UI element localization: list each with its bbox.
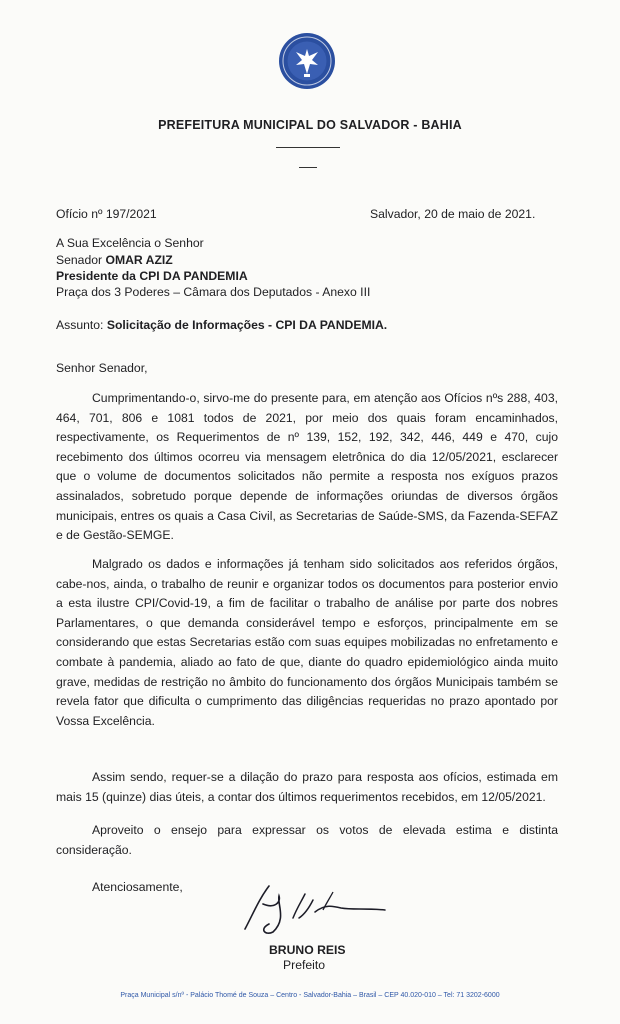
subject-label: Assunto:: [56, 318, 104, 332]
signatory-name: BRUNO REIS: [269, 943, 346, 957]
greeting: Senhor Senador,: [56, 361, 148, 375]
letter-number: Ofício nº 197/2021: [56, 207, 157, 221]
closing: Atenciosamente,: [92, 880, 183, 894]
subject-line: [56, 318, 387, 333]
recipient-title-prefix: Senador: [56, 253, 103, 267]
recipient-name: OMAR AZIZ: [105, 253, 173, 267]
signatory-title: Prefeito: [283, 958, 326, 972]
recipient-name-line: [56, 253, 173, 268]
paragraph-2: Malgrado os dados e informações já tenham sido solicitados aos referidos órgãos, cabe-nos, ainda, o trabalho de reunir e organizar todos os documentos para posterior envio a esta ilustre CPI/Covid-19, a fim de facilitar o trabalho de análise por parte dos nobres Parlamentares, o que demanda considerável tempo e esforços, principalmente em se considerando que estas Secretarias estão com suas equipes mobilizadas no enfretamento e combate à pandemia, aliado ao fato de que, diante do quadro epidemiológico ainda muito grave, medidas de restrição no âmbito do funcionamento dos órgãos Municipais também se revela fator que dificulta o cumprimento das diligências requeridas no prazo apontado por Vossa Excelência.: [56, 557, 558, 728]
subject-text: Solicitação de Informações - CPI DA PANDEMIA.: [106, 318, 388, 332]
institution-header: PREFEITURA MUNICIPAL DO SALVADOR - BAHIA: [158, 118, 462, 132]
salvador-municipal-seal-icon: [278, 32, 336, 90]
header-divider-short: [299, 167, 317, 168]
recipient-address: Praça dos 3 Poderes – Câmara dos Deputados - Anexo III: [56, 285, 371, 299]
recipient-role: Presidente da CPI DA PANDEMIA: [56, 269, 248, 283]
recipient-salutation: A Sua Excelência o Senhor: [56, 236, 204, 250]
paragraph-3: Assim sendo, requer-se a dilação do prazo para resposta aos ofícios, estimada em mais 15 (quinze) dias úteis, a contar dos últimos requerimentos recebidos, em 12/05/2021.: [56, 770, 558, 804]
paragraph-1: Cumprimentando-o, sirvo-me do presente para, em atenção aos Ofícios nºs 288, 403, 464, 701, 806 e 1081 todos de 2021, por meio dos quais foram encaminhados, respectivamente, os Requerimentos de nº 139, 152, 192, 342, 446, 449 e 470, cujo recebimento dos últimos ocorreu via mensagem eletrônica do dia 12/05/2021, esclarecer que o volume de documentos solicitados não permite a resposta nos exíguos prazos assinalados, sobretudo porque depende de informações oriundas de diversos órgãos municipais, entres os quais a Casa Civil, as Secretarias de Saúde-SMS, da Fazenda-SEFAZ e de Gestão-SEMGE.: [56, 391, 558, 543]
footer-address: Praça Municipal s/nº - Palácio Thomé de Souza – Centro - Salvador-Bahia – Brasil – CEP 40.020-010 – Tel: 71 3202-6000: [120, 992, 500, 999]
handwritten-signature: [235, 874, 405, 944]
place-date: Salvador, 20 de maio de 2021.: [370, 207, 536, 221]
paragraph-4: Aproveito o ensejo para expressar os votos de elevada estima e distinta consideração.: [56, 823, 558, 857]
header-divider: [276, 147, 340, 148]
